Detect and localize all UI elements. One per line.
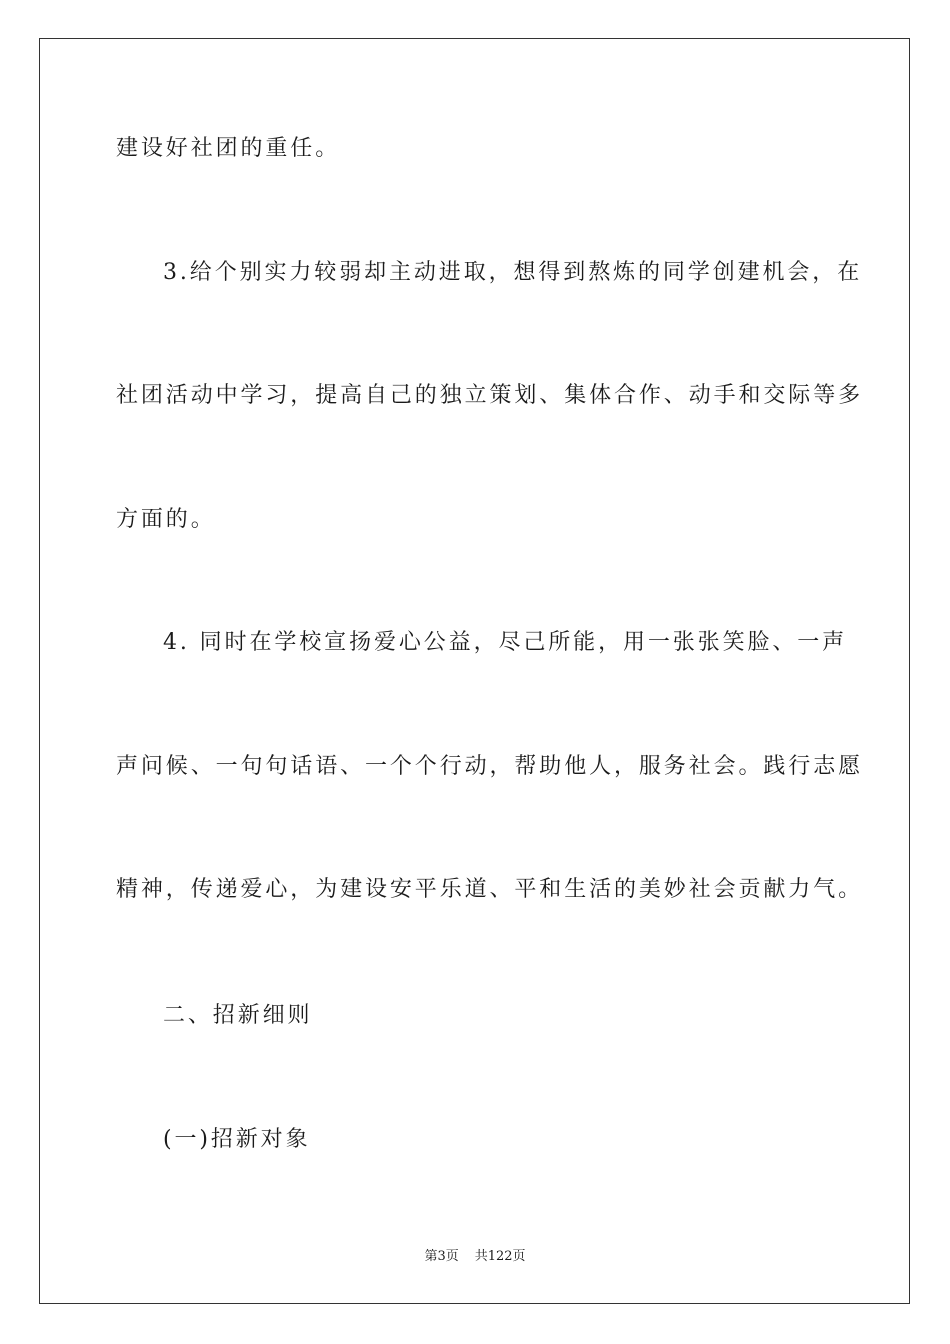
paragraph-line: 3.给个别实力较弱却主动进取，想得到熬炼的同学创建机会，在 (163, 260, 863, 285)
page-border (39, 38, 910, 1304)
subsection-heading: (一)招新对象 (163, 1127, 311, 1152)
page-footer (0, 1248, 950, 1266)
page-number: 第3页 (424, 1249, 459, 1264)
paragraph-line: 社团活动中学习，提高自己的独立策划、集体合作、动手和交际等多 (116, 383, 864, 408)
paragraph-line: 4. 同时在学校宣扬爱心公益，尽己所能，用一张张笑脸、一声 (163, 630, 848, 655)
section-heading: 二、招新细则 (163, 1003, 313, 1028)
paragraph-line: 声问候、一句句话语、一个个行动，帮助他人，服务社会。践行志愿 (116, 754, 864, 779)
total-pages: 共122页 (474, 1249, 526, 1264)
paragraph-line: 精神，传递爱心，为建设安平乐道、平和生活的美妙社会贡献力气。 (116, 877, 864, 902)
paragraph-line: 方面的。 (116, 507, 216, 532)
paragraph-line: 建设好社团的重任。 (116, 136, 341, 161)
